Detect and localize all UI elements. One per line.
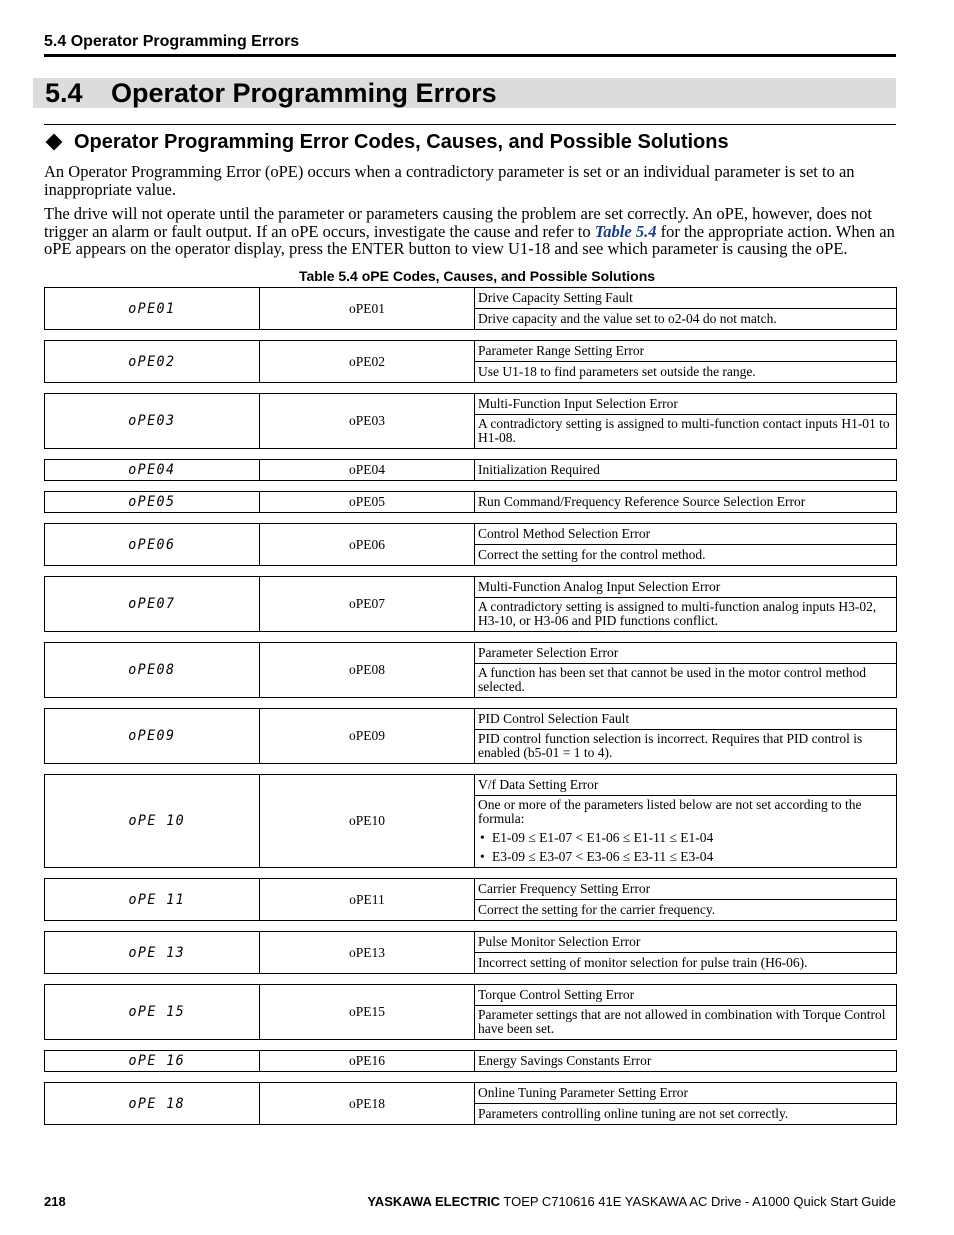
table-reference-link[interactable]: Table 5.4: [594, 221, 657, 241]
operator-display-text: oPE09: [128, 728, 176, 744]
error-solution: [475, 1103, 896, 1124]
display-cell: [45, 985, 260, 1039]
solution-text: A function has been set that cannot be used in the motor control method selected.: [478, 665, 867, 694]
solution-text: Parameter settings that are not allowed in combination with Torque Control have been set.: [478, 1007, 886, 1036]
display-cell: [45, 524, 260, 565]
display-cell: [45, 775, 260, 867]
error-code: oPE03: [260, 394, 475, 448]
error-code: oPE02: [260, 341, 475, 382]
table-row: [44, 523, 897, 566]
description-cell: [475, 879, 896, 920]
table-row: [44, 393, 897, 449]
table-row: [44, 774, 897, 868]
display-cell: [45, 879, 260, 920]
error-code: oPE13: [260, 932, 475, 973]
error-cause: Online Tuning Parameter Setting Error: [478, 1084, 688, 1100]
error-cause: Multi-Function Analog Input Selection Error: [478, 578, 721, 594]
solution-text: Use U1-18 to find parameters set outside the range.: [478, 363, 756, 379]
description-cell: [475, 341, 896, 382]
footer-brand: YASKAWA ELECTRIC: [367, 1194, 500, 1209]
error-cause: Run Command/Frequency Reference Source Selection Error: [478, 493, 806, 509]
display-cell: [45, 1083, 260, 1124]
operator-display-text: oPE 16: [128, 1053, 186, 1069]
error-solution: [475, 414, 896, 448]
section-title: Operator Programming Errors: [111, 78, 497, 108]
error-solution: [475, 597, 896, 631]
error-solution: [475, 899, 896, 920]
solution-text: A contradictory setting is assigned to multi-function contact inputs H1-01 to H1-08.: [478, 416, 890, 445]
formula-bullet: [478, 850, 893, 864]
table-row: [44, 459, 897, 481]
operator-display-text: oPE03: [128, 413, 176, 429]
display-cell: [45, 709, 260, 763]
operator-display-text: oPE06: [128, 536, 176, 553]
error-cause: Parameter Range Setting Error: [478, 342, 645, 358]
error-code: oPE07: [260, 577, 475, 631]
description-cell: [475, 460, 896, 480]
display-cell: [45, 341, 260, 382]
error-code: oPE04: [260, 460, 475, 480]
solution-text: PID control function selection is incorrect. Requires that PID control is enabled (b5-01 = 1 to 4).: [478, 731, 863, 760]
display-cell: [45, 492, 260, 512]
operator-display-text: oPE01: [128, 300, 176, 317]
footer-doc-title: TOEP C710616 41E YASKAWA AC Drive - A1000 Quick Start Guide: [500, 1194, 896, 1209]
subheading: [44, 130, 729, 154]
operator-display-text: oPE04: [128, 462, 176, 478]
operator-display-text: oPE07: [128, 596, 176, 612]
error-code: oPE05: [260, 492, 475, 512]
diamond-bullet-icon: [46, 133, 63, 150]
table-row: [44, 642, 897, 698]
table-caption: Table 5.4 oPE Codes, Causes, and Possible Solutions: [298, 268, 656, 284]
subheading-text: Operator Programming Error Codes, Causes, and Possible Solutions: [74, 131, 729, 153]
error-code: oPE18: [260, 1083, 475, 1124]
table-row: [44, 340, 897, 383]
table-row: [44, 1050, 897, 1072]
error-cause: Control Method Selection Error: [478, 525, 651, 541]
table-row: [44, 878, 897, 921]
error-solution: [475, 663, 896, 697]
description-cell: [475, 288, 896, 329]
error-solution: [475, 308, 896, 329]
error-solution: [475, 729, 896, 763]
description-cell: [475, 709, 896, 763]
operator-display-text: oPE 11: [128, 891, 186, 908]
display-cell: [45, 932, 260, 973]
solution-text: Drive capacity and the value set to o2-04 do not match.: [478, 310, 777, 326]
error-code: oPE08: [260, 643, 475, 697]
description-cell: [475, 524, 896, 565]
instruction-paragraph: [44, 205, 896, 258]
error-code: oPE10: [260, 775, 475, 867]
error-cause: PID Control Selection Fault: [478, 710, 630, 726]
error-solution: [475, 1005, 896, 1039]
error-code: oPE06: [260, 524, 475, 565]
description-cell: [475, 932, 896, 973]
operator-display-text: oPE 18: [128, 1095, 186, 1112]
error-code: oPE16: [260, 1051, 475, 1071]
error-solution: [475, 795, 896, 867]
section-title-bar: [33, 78, 896, 108]
solution-text: Correct the setting for the carrier frequency.: [478, 901, 716, 917]
formula-bullet: [478, 831, 893, 845]
table-row: [44, 708, 897, 764]
description-cell: [475, 775, 896, 867]
description-cell: [475, 1083, 896, 1124]
description-cell: [475, 492, 896, 512]
description-cell: [475, 394, 896, 448]
paragraph-text: for the appropriate action. When an oPE appears on the operator display, press the ENTER button to view U1-18 and see which parameter is causing the oPE.: [44, 221, 895, 258]
intro-paragraph: An Operator Programming Error (oPE) occurs when a contradictory parameter is set or an individual parameter is set to an inappropriate value.: [44, 162, 855, 199]
table-row: [44, 491, 897, 513]
display-cell: [45, 1051, 260, 1071]
table-row: [44, 1082, 897, 1125]
display-cell: [45, 394, 260, 448]
description-cell: [475, 985, 896, 1039]
solution-text: One or more of the parameters listed below are not set according to the formula:: [478, 797, 862, 826]
description-cell: [475, 1051, 896, 1071]
error-cause: Parameter Selection Error: [478, 644, 619, 660]
solution-text: Parameters controlling online tuning are not set correctly.: [478, 1105, 789, 1121]
error-cause: Drive Capacity Setting Fault: [478, 289, 633, 305]
divider: [44, 124, 896, 125]
error-cause: Torque Control Setting Error: [478, 986, 635, 1002]
display-cell: [45, 288, 260, 329]
table-row: [44, 287, 897, 330]
display-cell: [45, 643, 260, 697]
formula-text: E3-09 ≤ E3-07 < E3-06 ≤ E3-11 ≤ E3-04: [492, 849, 714, 864]
bullet-icon: •: [480, 830, 485, 845]
error-cause: Energy Savings Constants Error: [478, 1052, 652, 1068]
error-solution: [475, 952, 896, 973]
error-cause: Initialization Required: [478, 461, 600, 477]
display-cell: [45, 577, 260, 631]
solution-text: Incorrect setting of monitor selection for pulse train (H6-06).: [478, 954, 808, 970]
error-code: oPE15: [260, 985, 475, 1039]
ope-codes-table: [44, 287, 897, 1135]
error-solution: [475, 361, 896, 382]
operator-display-text: oPE 10: [128, 813, 186, 829]
error-cause: Multi-Function Input Selection Error: [478, 395, 678, 411]
table-row: [44, 931, 897, 974]
error-code: oPE01: [260, 288, 475, 329]
description-cell: [475, 577, 896, 631]
error-solution: [475, 544, 896, 565]
operator-display-text: oPE 15: [128, 1004, 186, 1020]
operator-display-text: oPE05: [128, 494, 176, 510]
solution-text: Correct the setting for the control method.: [478, 546, 706, 562]
footer-document-info: [367, 1194, 896, 1209]
error-cause: Carrier Frequency Setting Error: [478, 880, 651, 896]
operator-display-text: oPE08: [128, 662, 176, 678]
table-row: [44, 576, 897, 632]
error-cause: Pulse Monitor Selection Error: [478, 933, 641, 949]
page-number: 218: [44, 1194, 66, 1209]
paragraph-text: The drive will not operate until the parameter or parameters causing the problem are set correctly. An oPE, however, does not trigger an alarm or fault output. If an oPE occurs, investigate the cause and refer to: [44, 204, 873, 241]
error-code: oPE11: [260, 879, 475, 920]
display-cell: [45, 460, 260, 480]
solution-text: A contradictory setting is assigned to multi-function analog inputs H3-02, H3-10, or H3-06 and PID functions conflict.: [478, 599, 877, 628]
bullet-icon: •: [480, 849, 485, 864]
error-cause: V/f Data Setting Error: [478, 776, 599, 792]
section-number: 5.4: [45, 78, 83, 108]
operator-display-text: oPE 13: [128, 944, 186, 961]
error-code: oPE09: [260, 709, 475, 763]
running-header: 5.4 Operator Programming Errors: [44, 33, 896, 57]
operator-display-text: oPE02: [128, 353, 176, 370]
table-row: [44, 984, 897, 1040]
description-cell: [475, 643, 896, 697]
formula-text: E1-09 ≤ E1-07 < E1-06 ≤ E1-11 ≤ E1-04: [492, 830, 714, 845]
